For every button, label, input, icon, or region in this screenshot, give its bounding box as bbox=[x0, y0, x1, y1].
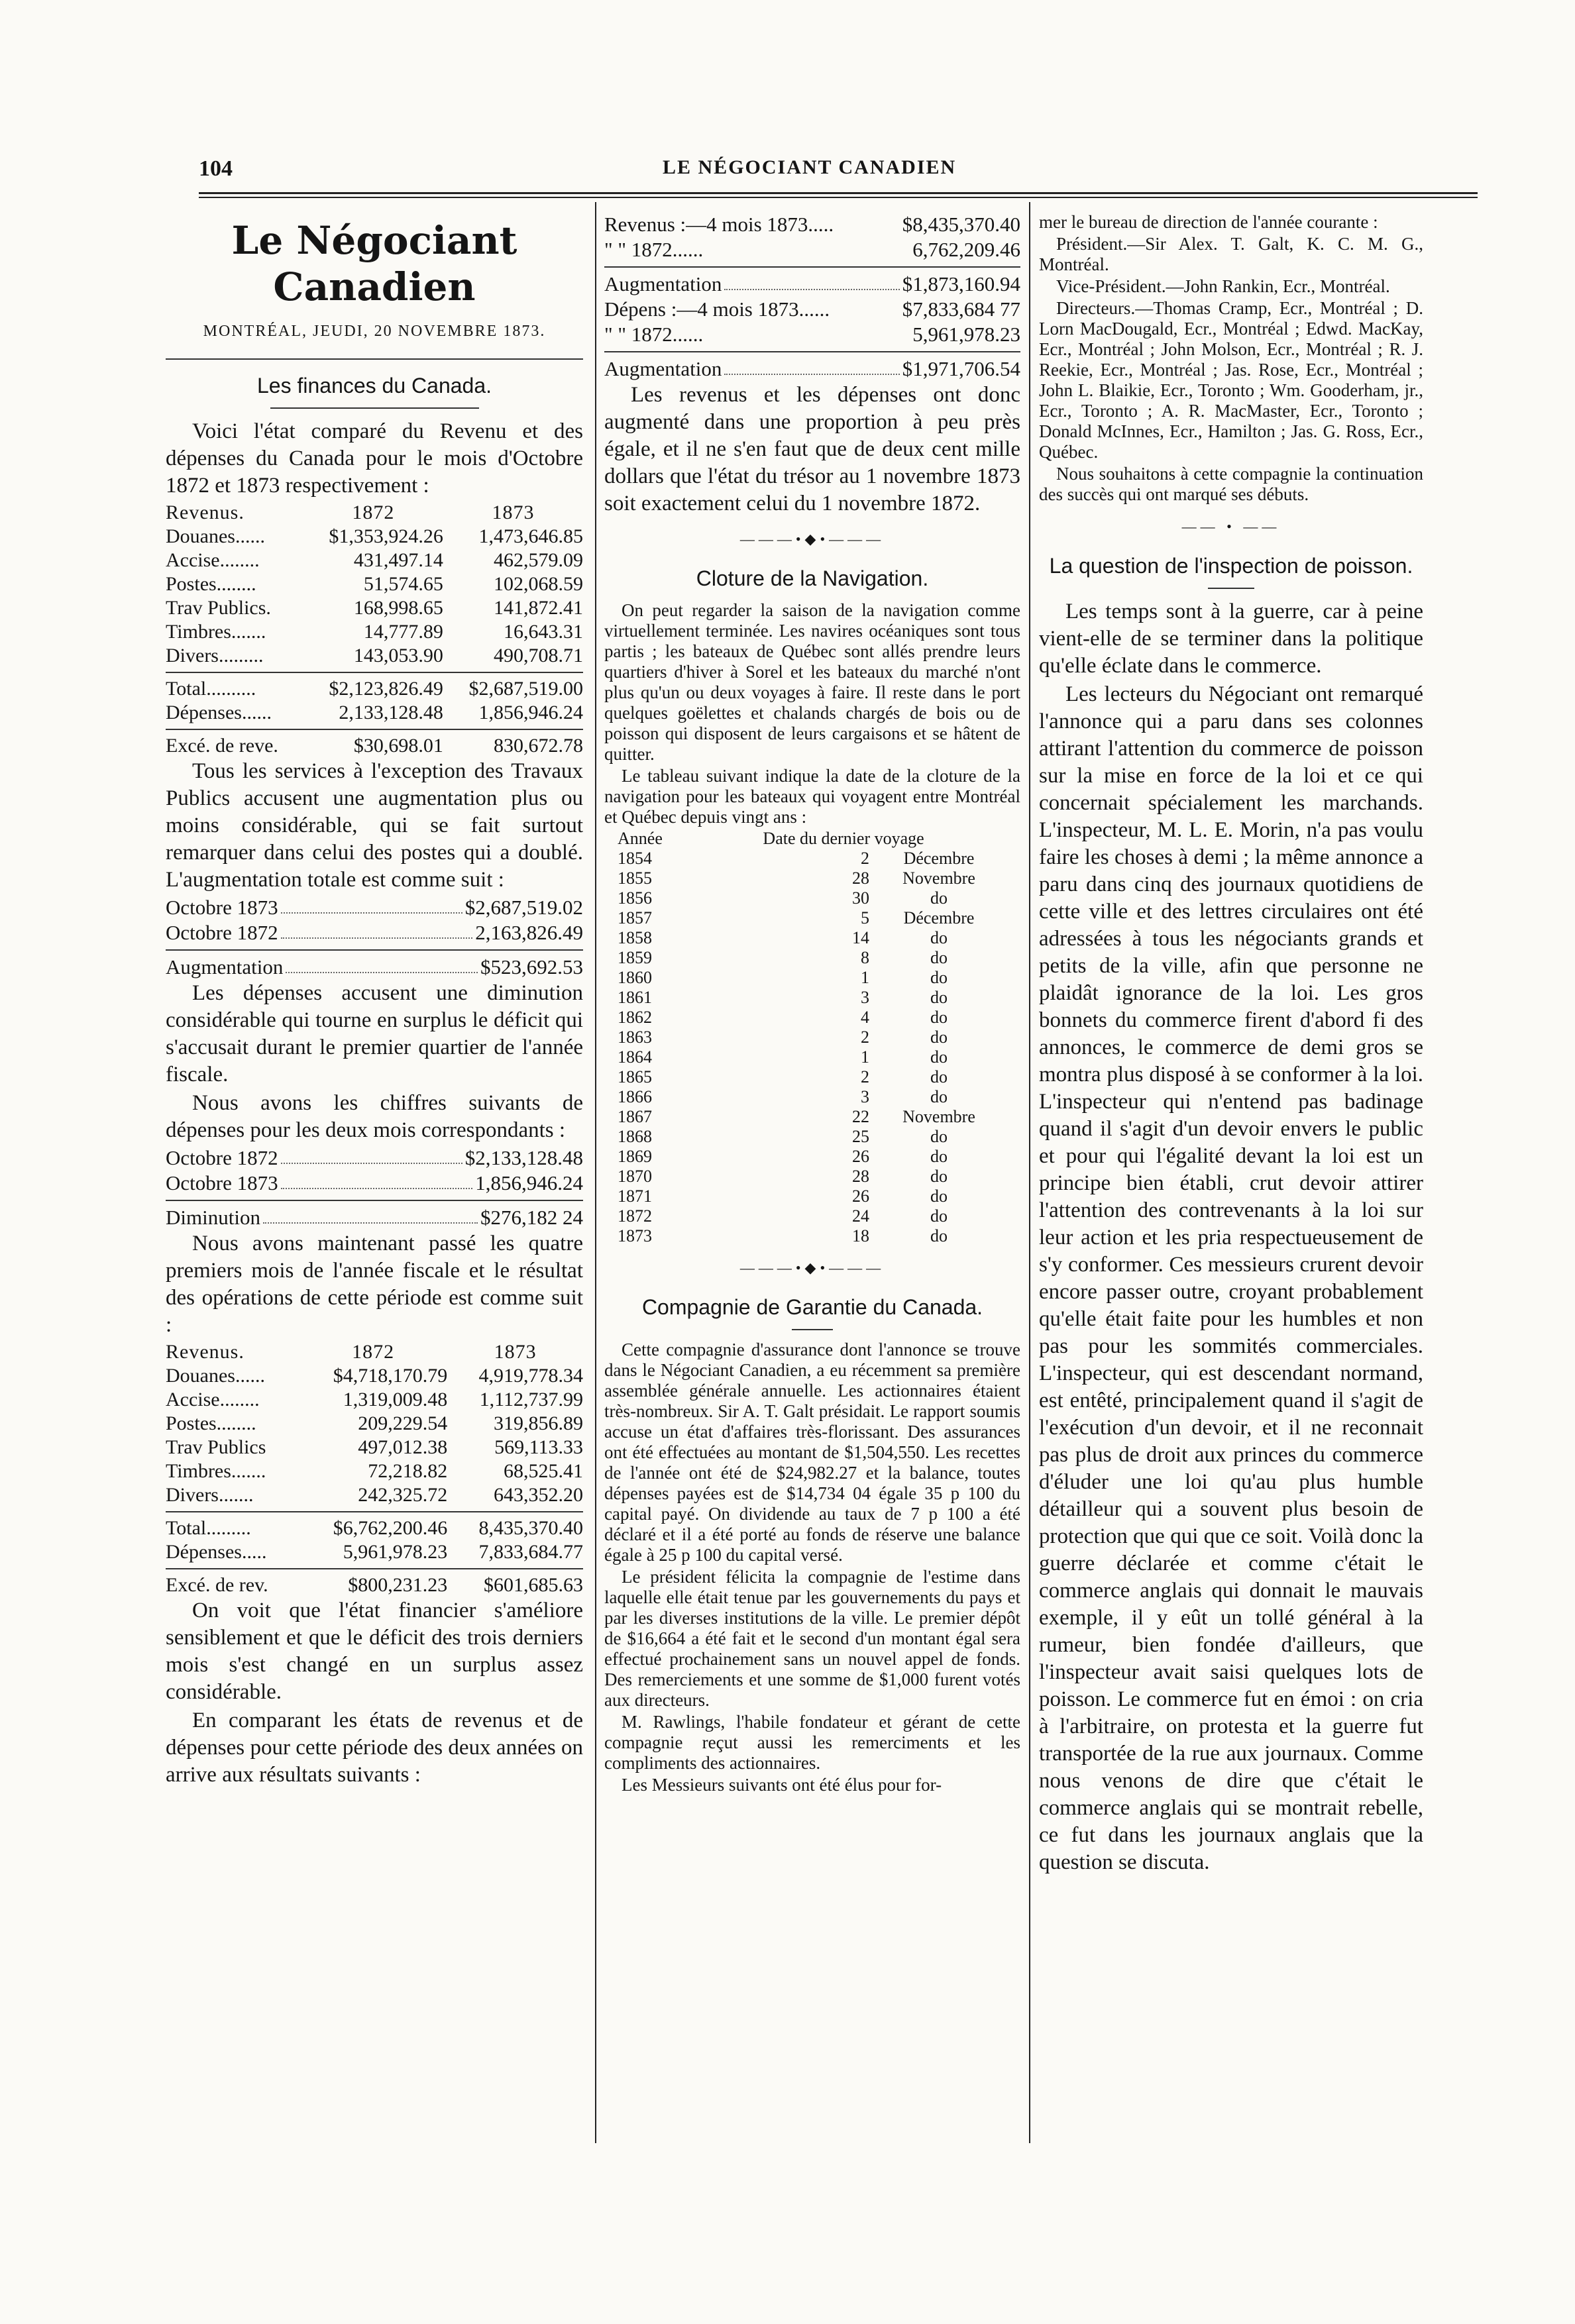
column-1 bbox=[166, 212, 583, 1790]
ornament-divider: ———•◆•——— bbox=[739, 531, 885, 547]
table-cell: 26 bbox=[852, 1187, 869, 1206]
paragraph: Le tableau suivant indique la date de la cloture de la navigation pour les bateaux qui voyagent entre Montréal et Québec depuis vingt ans : bbox=[604, 766, 1020, 827]
line-value: $8,435,370.40 bbox=[902, 213, 1020, 236]
table-cell: 1868 bbox=[618, 1127, 652, 1146]
table-cell: Novembre bbox=[902, 869, 975, 888]
table-cell: 1,112,737.99 bbox=[479, 1389, 583, 1410]
line-value: 2,163,826.49 bbox=[475, 921, 583, 944]
table-cell: do bbox=[930, 1008, 948, 1027]
table-row bbox=[166, 620, 583, 644]
article-heading-navigation: Cloture de la Navigation. bbox=[696, 566, 929, 590]
table-cell: do bbox=[930, 1067, 948, 1086]
paragraph: mer le bureau de direction de l'année courante : bbox=[1039, 212, 1378, 232]
divider bbox=[270, 407, 479, 409]
table-cell: Douanes...... bbox=[166, 1365, 265, 1387]
table-cell: 14,777.89 bbox=[363, 621, 443, 643]
table-row bbox=[618, 1107, 989, 1127]
header-rule-bottom bbox=[199, 197, 1478, 198]
table-cell: 431,497.14 bbox=[353, 549, 443, 571]
divider bbox=[166, 729, 583, 730]
line-value: $1,971,706.54 bbox=[902, 357, 1020, 380]
table-cell: $1,353,924.26 bbox=[329, 525, 443, 547]
table-cell: 72,218.82 bbox=[368, 1460, 448, 1482]
table-cell: 1857 bbox=[618, 908, 652, 927]
table-cell: do bbox=[930, 948, 948, 967]
directors-text bbox=[1039, 212, 1423, 505]
table-cell: do bbox=[930, 1147, 948, 1166]
revenue-table-october bbox=[166, 501, 583, 758]
table-cell: 643,352.20 bbox=[494, 1484, 583, 1506]
total-line bbox=[604, 272, 1020, 297]
total-line bbox=[166, 1145, 583, 1171]
ornament-divider: —— • —— bbox=[1181, 518, 1281, 535]
line-label: Octobre 1872 bbox=[166, 1146, 278, 1169]
table-row bbox=[618, 1008, 989, 1028]
paragraph: Directeurs.—Thomas Cramp, Ecr., Montréal ; D. Lorn MacDougald, Ecr., Montréal ; Edwd. MacKay, Ecr., Montréal ; John Molson, Ecr., Montréal ; R. J. Reekie, Ecr., Montréal ; Jas. Rose, Ecr., Montréal ; John L. Blaikie, Ecr., Toronto ; Wm. Gooderham, jr., Ecr., Toronto ; A. R. MacMaster, Ecr., Toronto ; Donald McInnes, Ecr., Hamilton ; Jas. G. Ross, Ecr., Québec. bbox=[1039, 298, 1423, 462]
table-cell: do bbox=[930, 1127, 948, 1146]
table-row bbox=[166, 1516, 583, 1540]
table-cell: 24 bbox=[852, 1206, 869, 1226]
table-cell: 28 bbox=[852, 869, 869, 888]
table-cell: Dépenses..... bbox=[166, 1541, 267, 1563]
navigation-rows bbox=[618, 849, 989, 1246]
table-header: Date du dernier voyage bbox=[763, 829, 924, 848]
line-value: 6,762,209.46 bbox=[912, 238, 1020, 261]
table-cell: 1856 bbox=[618, 888, 652, 908]
column-divider-1 bbox=[595, 202, 596, 2143]
total-line bbox=[166, 895, 583, 920]
paragraph: Voici l'état comparé du Revenu et des dépenses du Canada pour le mois d'Octobre 1872 et 1873 respectivement : bbox=[166, 419, 583, 498]
table-cell: 1 bbox=[861, 968, 869, 987]
line-label: Augmentation bbox=[166, 955, 284, 978]
table-cell: 51,574.65 bbox=[363, 573, 443, 595]
table-cell: do bbox=[930, 1047, 948, 1067]
table-row bbox=[166, 677, 583, 701]
paragraph: Tous les services à l'exception des Travaux Publics accusent une augmentation plus ou moins considérable, qui se fait surtout remarquer dans celui des postes qui a doublé. L'augmentation totale est comme suit : bbox=[166, 759, 583, 892]
table-row bbox=[618, 1147, 989, 1167]
navigation-text bbox=[604, 600, 1020, 827]
table-cell: Novembre bbox=[902, 1107, 975, 1126]
divider bbox=[166, 358, 583, 360]
table-cell: $601,685.63 bbox=[484, 1574, 583, 1596]
total-line bbox=[166, 920, 583, 945]
paragraph: Nous avons maintenant passé les quatre premiers mois de l'année fiscale et le résultat des opérations de cette période est comme suit : bbox=[166, 1232, 583, 1337]
table-cell: 1873 bbox=[618, 1226, 652, 1245]
table-row bbox=[618, 908, 989, 928]
table-cell: 497,012.38 bbox=[358, 1436, 448, 1458]
column-3 bbox=[1039, 212, 1423, 1877]
line-value: $2,687,519.02 bbox=[464, 896, 583, 919]
table-cell: 2,133,128.48 bbox=[339, 702, 443, 723]
line-value: $1,873,160.94 bbox=[902, 272, 1020, 295]
total-line bbox=[604, 237, 1020, 262]
table-row bbox=[618, 928, 989, 948]
navigation-table bbox=[618, 829, 989, 849]
table-row bbox=[166, 1573, 583, 1597]
table-cell: Accise........ bbox=[166, 1389, 260, 1410]
table-cell: 7,833,684.77 bbox=[478, 1541, 583, 1563]
table-row bbox=[166, 734, 583, 758]
paragraph: Président.—Sir Alex. T. Galt, K. C. M. G., Montréal. bbox=[1039, 234, 1423, 274]
table-cell: $800,231.23 bbox=[348, 1574, 448, 1596]
ornament-divider: ———•◆•——— bbox=[739, 1259, 885, 1276]
paragraph: Vice-Président.—John Rankin, Ecr., Montréal. bbox=[1056, 276, 1390, 296]
table-row bbox=[166, 1412, 583, 1436]
table-row bbox=[618, 1187, 989, 1206]
table-header: Revenus. bbox=[166, 502, 244, 523]
table-cell: Excé. de rev. bbox=[166, 1574, 268, 1596]
table-cell: 2 bbox=[861, 849, 869, 868]
line-label: Octobre 1872 bbox=[166, 921, 278, 944]
total-line bbox=[166, 1205, 583, 1230]
paragraph: Les Messieurs suivants ont été élus pour for- bbox=[622, 1775, 942, 1795]
masthead: Le Négociant Canadien bbox=[231, 218, 517, 309]
table-cell: 1867 bbox=[618, 1107, 652, 1126]
table-cell: do bbox=[930, 1028, 948, 1047]
table-cell: 1,473,646.85 bbox=[478, 525, 583, 547]
table-cell: 4,919,778.34 bbox=[478, 1365, 583, 1387]
table-cell: 830,672.78 bbox=[494, 735, 583, 757]
table-row bbox=[166, 1459, 583, 1483]
table-cell: Timbres....... bbox=[166, 1460, 266, 1482]
paragraph: Les lecteurs du Négociant ont remarqué l'annonce qui a paru dans ses colonnes attirant l'attention du commerce de poisson sur la mise en force de la loi et ce qui concernait spécialement les marchands. L'inspecteur, M. L. E. Morin, n'a pas voulu faire les choses à demi ; la même annonce a paru dans cinq des journaux quotidiens de cette ville et des lettres circulaires ont été adressées à tous les négociants grands et petits de la ville, afin que personne ne plaidât ignorance de la loi. Les gros bonnets du commerce firent d'abord fi des annonces, le commerce de demi gros se montra plus disposé à se conformer à la loi. L'inspecteur qui n'entend pas badinage quand il s'agit d'un devoir envers le public et pour qui l'égalité devant la loi est un principe bien établi, crut devoir attirer l'attention des contrevenants à la loi sur leur action et les pria respectueusement de s'y conformer. Ces messieurs crurent devoir encore passer outre, croyant probablement qu'elle était faite pour les humbles et non pas pour les sommités commerciales. L'inspecteur, qui est descendant normand, est entêté, principalement quand il s'agit de l'exécution d'un devoir, et il ne reconnait pas plus de droit aux princes du commerce d'éluder une loi qu'au plus humble détailleur qui a souvent plus besoin de protection que qui que ce soit. Voilà donc la guerre déclarée et comme c'était le commerce anglais qui donnait le mauvais exemple, il y eût un tollé général à la rumeur, bien fondée d'ailleurs, que l'inspecteur avait saisi quelques lots de poisson. Le commerce fut en émoi : on cria à l'arbitraire, on protesta et la guerre fut transportée de la rue aux journaux. Comme nous venons de dire que c'était le commerce anglais qui se montrait rebelle, ce fut dans les journaux anglais que la question se discuta. bbox=[1039, 682, 1423, 1874]
table-cell: 569,113.33 bbox=[494, 1436, 583, 1458]
page-number: 104 bbox=[199, 156, 233, 181]
table-cell: Divers......... bbox=[166, 645, 264, 666]
table-cell: 68,525.41 bbox=[504, 1460, 583, 1482]
column-2 bbox=[604, 212, 1020, 1797]
revenue-table-four-months bbox=[166, 1340, 583, 1597]
article-heading-inspection: La question de l'inspection de poisson. bbox=[1049, 554, 1413, 578]
table-cell: 1860 bbox=[618, 968, 652, 987]
table-row bbox=[166, 1388, 583, 1412]
table-cell: 1 bbox=[861, 1047, 869, 1067]
table-cell: do bbox=[930, 1167, 948, 1186]
table-cell: do bbox=[930, 1087, 948, 1106]
table-cell: 3 bbox=[861, 1087, 869, 1106]
table-cell: Total.......... bbox=[166, 678, 256, 700]
line-label: Augmentation bbox=[604, 272, 722, 295]
article-heading-finances: Les finances du Canada. bbox=[256, 374, 492, 397]
running-title: LE NÉGOCIANT CANADIEN bbox=[663, 156, 957, 178]
table-cell: 1866 bbox=[618, 1087, 652, 1106]
table-cell: $2,687,519.00 bbox=[468, 678, 583, 700]
table-cell: 5 bbox=[861, 908, 869, 927]
table-cell: $4,718,170.79 bbox=[333, 1365, 448, 1387]
divider bbox=[792, 1329, 834, 1330]
total-line bbox=[604, 297, 1020, 322]
table-cell: 8,435,370.40 bbox=[478, 1517, 583, 1539]
table-cell: do bbox=[930, 988, 948, 1007]
table-header: 1872 bbox=[352, 1341, 395, 1363]
table-cell: 242,325.72 bbox=[358, 1484, 448, 1506]
table-row bbox=[618, 1127, 989, 1147]
paragraph: Les dépenses accusent une diminution considérable qui tourne en surplus le déficit qui s'accusait durant le premier quartier de l'année fiscale. bbox=[166, 981, 583, 1086]
table-cell: 3 bbox=[861, 988, 869, 1007]
table-row bbox=[618, 1087, 989, 1107]
table-row bbox=[166, 572, 583, 596]
table-cell: do bbox=[930, 928, 948, 947]
table-cell: 209,229.54 bbox=[358, 1412, 448, 1434]
table-cell: 1861 bbox=[618, 988, 652, 1007]
total-line bbox=[604, 356, 1020, 382]
line-label: Dépens :—4 mois 1873...... bbox=[604, 297, 830, 321]
line-value: $276,182 24 bbox=[480, 1206, 583, 1229]
paragraph: En comparant les états de revenus et de dépenses pour cette période des deux années on arrive aux résultats suivants : bbox=[166, 1709, 583, 1787]
table-row bbox=[166, 644, 583, 668]
divider bbox=[166, 1511, 583, 1512]
table-cell: 25 bbox=[852, 1127, 869, 1146]
table-row bbox=[618, 869, 989, 888]
compagnie-text bbox=[604, 1340, 1020, 1795]
table-header: 1872 bbox=[352, 502, 395, 523]
table-cell: Divers....... bbox=[166, 1484, 254, 1506]
divider bbox=[1208, 588, 1254, 589]
table-cell: 8 bbox=[861, 948, 869, 967]
table-cell: Accise........ bbox=[166, 549, 260, 571]
table-cell: 1855 bbox=[618, 869, 652, 888]
table-cell: 22 bbox=[852, 1107, 869, 1126]
line-label: " " 1872...... bbox=[604, 323, 704, 346]
total-line bbox=[166, 955, 583, 980]
table-header: Revenus. bbox=[166, 1341, 244, 1363]
table-cell: 2 bbox=[861, 1028, 869, 1047]
line-label: Augmentation bbox=[604, 357, 722, 380]
header-rule-top bbox=[199, 192, 1478, 194]
table-row bbox=[618, 1226, 989, 1246]
table-cell: 18 bbox=[852, 1226, 869, 1245]
table-cell: Décembre bbox=[903, 849, 975, 868]
table-cell: 1872 bbox=[618, 1206, 652, 1226]
table-cell: do bbox=[930, 1206, 948, 1226]
table-row bbox=[618, 1028, 989, 1047]
table-row bbox=[618, 988, 989, 1008]
line-label: Octobre 1873 bbox=[166, 896, 278, 919]
table-cell: $2,123,826.49 bbox=[329, 678, 443, 700]
paragraph: Les revenus et les dépenses ont donc augmenté dans une proportion à peu près égale, et il ne s'en faut que de deux cent mille dollars que l'état du trésor au 1 novembre 1873 soit exactement celui du 1 novembre 1872. bbox=[604, 383, 1020, 515]
total-line bbox=[604, 322, 1020, 347]
table-row bbox=[618, 968, 989, 988]
table-row bbox=[166, 1436, 583, 1459]
table-cell: Décembre bbox=[903, 908, 975, 927]
paragraph: Les temps sont à la guerre, car à peine vient-elle de se terminer dans la politique qu'elle éclate dans le commerce. bbox=[1039, 600, 1423, 678]
table-cell: 1858 bbox=[618, 928, 652, 947]
paragraph: Le président félicita la compagnie de l'estime dans laquelle elle était tenue par les gouvernements du pays et par les diverses institutions de la ville. Le premier dépôt de $16,664 a été fait et le second d'un montant égal sera effectué prochainement sans un nouvel appel de fonds. Des remerciements et une somme de $1,000 furent votés aux directeurs. bbox=[604, 1567, 1020, 1710]
table-cell: 102,068.59 bbox=[494, 573, 583, 595]
line-value: 5,961,978.23 bbox=[912, 323, 1020, 346]
table-row bbox=[166, 1364, 583, 1388]
divider bbox=[604, 351, 1020, 352]
table-cell: 462,579.09 bbox=[494, 549, 583, 571]
table-cell: 5,961,978.23 bbox=[343, 1541, 448, 1563]
table-cell: 1,856,946.24 bbox=[478, 702, 583, 723]
table-cell: do bbox=[930, 1226, 948, 1245]
table-cell: 168,998.65 bbox=[353, 597, 443, 619]
table-cell: 141,872.41 bbox=[494, 597, 583, 619]
table-cell: Dépenses...... bbox=[166, 702, 272, 723]
table-cell: $30,698.01 bbox=[353, 735, 443, 757]
total-line bbox=[166, 1171, 583, 1196]
table-row bbox=[166, 549, 583, 572]
paragraph: On voit que l'état financier s'améliore sensiblement et que le déficit des trois derniers mois s'est changé en un surplus assez considérable. bbox=[166, 1599, 583, 1704]
paragraph: Cette compagnie d'assurance dont l'annonce se trouve dans le Négociant Canadien, a eu récemment sa première assemblée générale annuelle. Les actionnaires étaient très-nombreux. Sir A. T. Galt présidait. Le rapport soumis accuse un état d'affaires très-florissant. Des assurances ont été effectuées au montant de $1,504,550. Les recettes de l'année ont été de $24,982.27 et la balance, toutes dépenses payées est de $14,734 04 égale 35 p 100 du capital payé. On dividende au taux de 7 p 100 a été déclaré et il a été porté au fonds de réserve une balance égale à 25 p 100 du capital versé. bbox=[604, 1340, 1020, 1565]
table-row bbox=[166, 525, 583, 549]
table-cell: 30 bbox=[852, 888, 869, 908]
table-cell: Postes........ bbox=[166, 573, 256, 595]
table-header: 1873 bbox=[492, 502, 535, 523]
table-cell: 16,643.31 bbox=[504, 621, 583, 643]
table-cell: 319,856.89 bbox=[494, 1412, 583, 1434]
table-cell: Trav Publics bbox=[166, 1436, 266, 1458]
divider bbox=[166, 949, 583, 951]
table-row bbox=[618, 1206, 989, 1226]
table-cell: 1869 bbox=[618, 1147, 652, 1166]
table-cell: 4 bbox=[861, 1008, 869, 1027]
table-row bbox=[166, 1483, 583, 1507]
line-label: Octobre 1873 bbox=[166, 1171, 278, 1194]
column-divider-2 bbox=[1029, 202, 1030, 2143]
table-cell: 1871 bbox=[618, 1187, 652, 1206]
table-cell: 490,708.71 bbox=[494, 645, 583, 666]
line-label: " " 1872...... bbox=[604, 238, 704, 261]
table-cell: 1859 bbox=[618, 948, 652, 967]
table-cell: Postes........ bbox=[166, 1412, 256, 1434]
line-value: $7,833,684 77 bbox=[902, 297, 1020, 321]
table-cell: Excé. de reve. bbox=[166, 735, 278, 757]
table-cell: 1870 bbox=[618, 1167, 652, 1186]
table-cell: 2 bbox=[861, 1067, 869, 1086]
line-label: Diminution bbox=[166, 1206, 260, 1229]
table-cell: do bbox=[930, 968, 948, 987]
table-row bbox=[618, 888, 989, 908]
table-cell: $6,762,200.46 bbox=[333, 1517, 448, 1539]
table-header: 1873 bbox=[494, 1341, 537, 1363]
table-row bbox=[166, 596, 583, 620]
table-cell: do bbox=[930, 1187, 948, 1206]
table-row bbox=[166, 1540, 583, 1564]
table-cell: Trav Publics. bbox=[166, 597, 271, 619]
table-cell: Total......... bbox=[166, 1517, 251, 1539]
table-cell: 26 bbox=[852, 1147, 869, 1166]
table-row bbox=[618, 849, 989, 869]
table-header: Année bbox=[618, 829, 663, 848]
line-value: $2,133,128.48 bbox=[464, 1146, 583, 1169]
table-cell: 1865 bbox=[618, 1067, 652, 1086]
table-cell: Timbres....... bbox=[166, 621, 266, 643]
table-row bbox=[618, 948, 989, 968]
divider bbox=[604, 266, 1020, 268]
divider bbox=[166, 1200, 583, 1201]
line-value: 1,856,946.24 bbox=[475, 1171, 583, 1194]
table-cell: do bbox=[930, 888, 948, 908]
total-line bbox=[604, 212, 1020, 237]
table-cell: 14 bbox=[852, 928, 869, 947]
dateline: MONTRÉAL, JEUDI, 20 NOVEMBRE 1873. bbox=[203, 323, 546, 340]
table-cell: 28 bbox=[852, 1167, 869, 1186]
table-cell: Douanes...... bbox=[166, 525, 265, 547]
table-cell: 143,053.90 bbox=[353, 645, 443, 666]
paragraph: On peut regarder la saison de la navigation comme virtuellement terminée. Les navires océaniques sont tous partis ; les bateaux de Québec sont allés prendre leurs quartiers d'hiver à Sorel et les bateaux du marché n'ont plus qu'un ou deux voyages à faire. Il reste dans le port quelques goëlettes et chalands chargés de bois ou de poisson qui disposent de leurs cargaisons et se hâtent de quitter. bbox=[604, 600, 1020, 764]
divider bbox=[166, 1568, 583, 1569]
table-row bbox=[618, 1067, 989, 1087]
paragraph: Nous souhaitons à cette compagnie la continuation des succès qui ont marqué ses débuts. bbox=[1039, 464, 1423, 504]
line-label: Revenus :—4 mois 1873..... bbox=[604, 213, 834, 236]
table-cell: 1864 bbox=[618, 1047, 652, 1067]
table-row bbox=[618, 1047, 989, 1067]
table-cell: 1,319,009.48 bbox=[343, 1389, 448, 1410]
article-heading-compagnie: Compagnie de Garantie du Canada. bbox=[641, 1295, 983, 1319]
divider bbox=[166, 672, 583, 673]
table-row bbox=[618, 1167, 989, 1187]
table-row bbox=[166, 701, 583, 725]
table-cell: 1863 bbox=[618, 1028, 652, 1047]
table-cell: 1854 bbox=[618, 849, 652, 868]
paragraph: M. Rawlings, l'habile fondateur et gérant de cette compagnie reçut aussi les remerciments et les compliments des actionnaires. bbox=[604, 1712, 1020, 1773]
paragraph: Nous avons les chiffres suivants de dépenses pour les deux mois correspondants : bbox=[166, 1091, 583, 1142]
table-cell: 1862 bbox=[618, 1008, 652, 1027]
line-value: $523,692.53 bbox=[480, 955, 583, 978]
